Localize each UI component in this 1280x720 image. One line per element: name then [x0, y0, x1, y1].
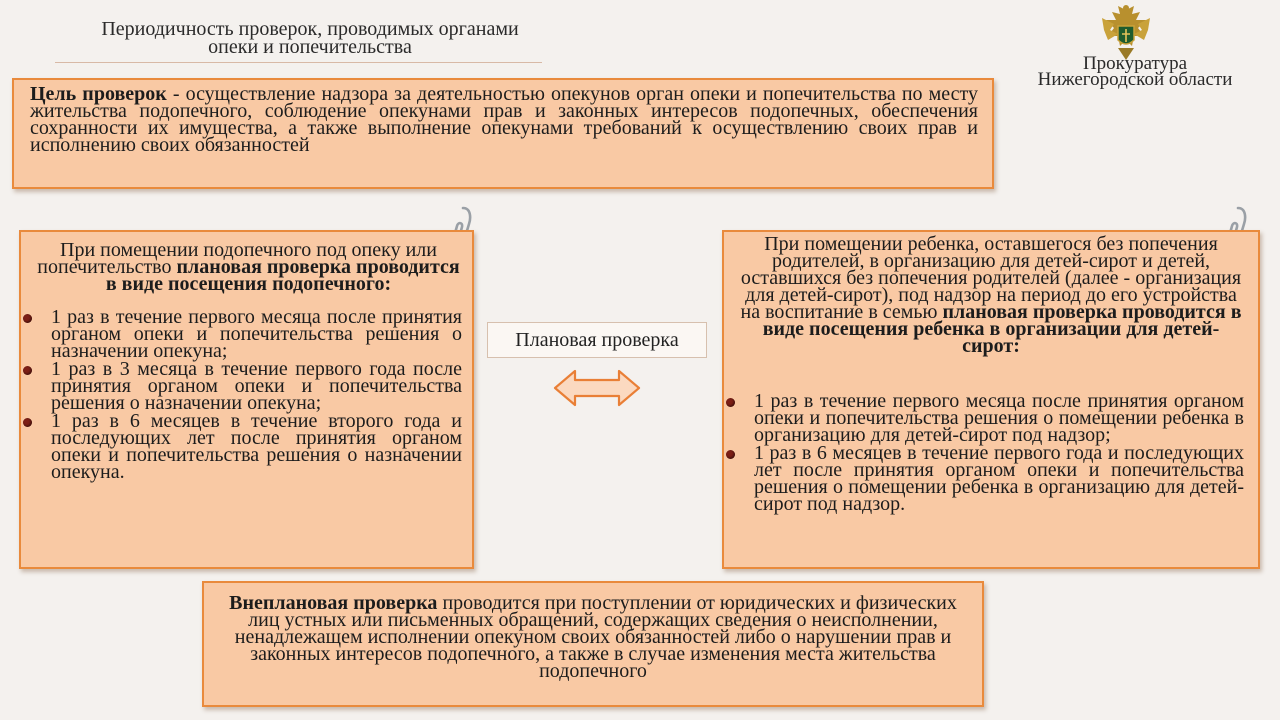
page-title	[30, 20, 590, 56]
unplanned-box	[202, 581, 984, 707]
left-intro-bold: плановая проверка проводится в виде посещения подопечного:	[105, 256, 460, 295]
bullet-icon	[23, 314, 32, 323]
bullet-icon	[23, 366, 32, 375]
list-item	[738, 442, 1244, 515]
bullet-icon	[726, 398, 735, 407]
unplanned-label: Внеплановая проверка	[229, 592, 438, 614]
title-divider	[55, 62, 542, 63]
organization-name	[1004, 53, 1266, 90]
list-item-text: 1 раз в 3 месяца в течение первого года после принятия органом опеки и попечительства решения о назначении опекуна;	[51, 358, 462, 414]
left-intro-plain: При помещении подопечного под опеку или попечительство	[37, 239, 437, 278]
list-item	[35, 410, 462, 483]
list-item-text: 1 раз в течение первого месяца после принятия органом опеки и попечительства решения о помещении ребенка в организацию для детей-сирот под надзор;	[754, 390, 1244, 446]
right-intro	[738, 233, 1244, 357]
double-arrow-icon	[553, 368, 641, 408]
list-item	[35, 306, 462, 362]
bullet-icon	[726, 450, 735, 459]
goal-description: - осуществление надзора за деятельностью опекунов орган опеки и попечительства по месту жительства подопечного, соблюдение опекунами прав и законных интересов подопечных, обеспечения сохранности их имущества, а также выполнение опекунами требований к осуществлению своих прав и исполнению своих обязанностей	[30, 83, 979, 156]
planned-check-label: Плановая проверка	[487, 322, 707, 358]
right-intro-plain: При помещении ребенка, оставшегося без попечения родителей, в организацию для детей-сирот и детей, оставшихся без попечения родителей (далее - организация для детей-сирот), под надзор на период до его устройства на воспитание в семью	[740, 233, 1242, 323]
list-item-text: 1 раз в 6 месяцев в течение первого года и последующих лет после принятия органом опеки и попечительства решения о помещении ребенка в организацию для детей-сирот под надзор.	[754, 442, 1244, 515]
organization-line1: Прокуратура	[1082, 53, 1188, 74]
unplanned-description: проводится при поступлении от юридических и физических лиц устных или письменных обращений, содержащих сведения о неисполнении, ненадлежащем исполнении опекуном своих обязанностей либо о нарушении прав и законных интересов подопечного, а также в случае изменения места жительства подопечного	[234, 592, 957, 682]
page-title-line1: Периодичность проверок, проводимых органами	[101, 18, 519, 40]
list-item-text: 1 раз в 6 месяцев в течение второго года и последующих лет после принятия органом опеки и попечительства решения о назначении опекуна.	[51, 410, 462, 483]
right-box	[722, 230, 1260, 569]
right-list	[738, 390, 1244, 515]
unplanned-text	[218, 592, 968, 682]
list-item	[35, 358, 462, 414]
list-item	[738, 390, 1244, 446]
left-list	[35, 306, 462, 483]
goal-label: Цель проверок	[30, 83, 167, 105]
organization-line2: Нижегородской области	[1037, 69, 1233, 90]
left-intro	[35, 239, 462, 295]
goal-box	[12, 78, 994, 189]
right-intro-bold: плановая проверка проводится в виде посещения ребенка в организации для детей-сирот:	[762, 301, 1242, 357]
list-item-text: 1 раз в течение первого месяца после принятия органом опеки и попечительства решения о назначении опекуна;	[51, 306, 462, 362]
bullet-icon	[23, 418, 32, 427]
left-box	[19, 230, 474, 569]
goal-text	[30, 83, 979, 156]
page-title-line2: опеки и попечительства	[208, 36, 412, 58]
